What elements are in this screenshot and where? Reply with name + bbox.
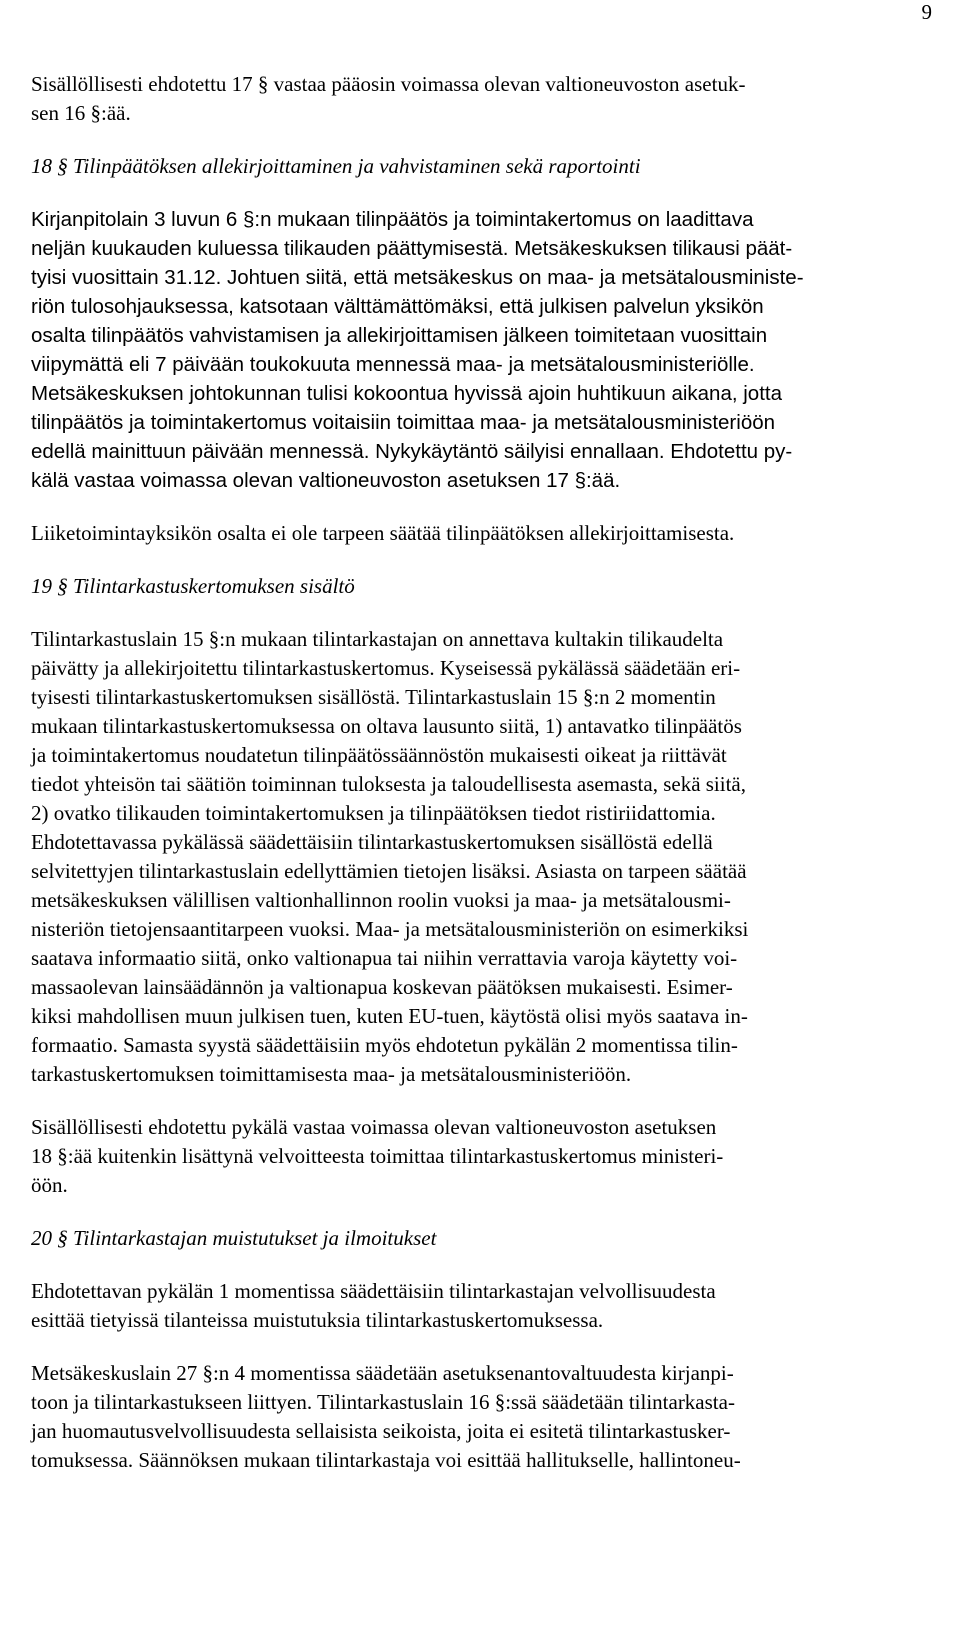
paragraph-1: Sisällöllisesti ehdotettu 17 § vastaa pääosin voimassa olevan valtioneuvoston asetuk- sen 16 §:ää. [31,72,746,125]
section-20-heading: 20 § Tilintarkastajan muistutukset ja ilmoitukset [31,1226,437,1250]
paragraph-2: Kirjanpitolain 3 luvun 6 §:n mukaan tilinpäätös ja toimintakertomus on laadittava neljän kuukauden kuluessa tilikauden päättymisestä. Metsäkeskuksen tilikausi päät- tyisi vuosittain 31.12. Johtuen siitä, että metsäkeskus on maa- ja metsätalousministe- riön tulosohjauksessa, katsotaan välttämättömäksi, että julkisen palvelun yksikön osalta tilinpäätös vahvistamisen ja allekirjoittamisen jälkeen toimitetaan vuosittain viipymättä eli 7 päivään toukokuuta mennessä maa- ja metsätalousministeriölle. Metsäkeskuksen johtokunnan tulisi kokoontua hyvissä ajoin huhtikuun aikana, jotta tilinpäätös ja toimintakertomus voitaisiin toimittaa maa- ja metsätalousministeriöön edellä mainittuun päivään mennessä. Nykykäytäntö säilyisi ennallaan. Ehdotettu py- kälä vastaa voimassa olevan valtioneuvoston asetuksen 17 §:ää. [31,208,804,492]
section-18-heading: 18 § Tilinpäätöksen allekirjoittaminen ja vahvistaminen sekä raportointi [31,154,641,178]
paragraph-3: Liiketoimintayksikön osalta ei ole tarpeen säätää tilinpäätöksen allekirjoittamisesta. [31,521,735,545]
document-page [31,70,931,1475]
paragraph-7: Metsäkeskuslain 27 §:n 4 momentissa säädetään asetuksenantovaltuudesta kirjanpi- toon ja tilintarkastukseen liittyen. Tilintarkastuslain 16 §:ssä säädetään tilintarkasta- jan huomautusvelvollisuudesta sellaisista seikoista, joita ei esitetä tilintarkastusker- tomuksessa. Säännöksen mukaan tilintarkastaja voi esittää hallitukselle, hallintoneu- [31,1361,741,1472]
section-19-heading: 19 § Tilintarkastuskertomuksen sisältö [31,574,355,598]
paragraph-6: Ehdotettavan pykälän 1 momentissa säädettäisiin tilintarkastajan velvollisuudesta esittää tietyissä tilanteissa muistutuksia tilintarkastuskertomuksessa. [31,1279,716,1332]
page-number: 9 [921,0,932,24]
paragraph-5: Sisällöllisesti ehdotettu pykälä vastaa voimassa olevan valtioneuvoston asetuksen 18 §:ää kuitenkin lisättynä velvoitteesta toimittaa tilintarkastuskertomus ministeri- öön. [31,1115,724,1197]
paragraph-4: Tilintarkastuslain 15 §:n mukaan tilintarkastajan on annettava kultakin tilikaudelta päivätty ja allekirjoitettu tilintarkastuskertomus. Kyseisessä pykälässä säädetään eri- tyisesti tilintarkastuskertomuksen sisällöstä. Tilintarkastuslain 15 §:n 2 momentin mukaan tilintarkastuskertomuksessa on oltava lausunto siitä, 1) antavatko tilinpäätös ja toimintakertomus noudatetun tilinpäätössäännöstön mukaisesti oikeat ja riittävät tiedot yhteisön tai säätiön toiminnan tuloksesta ja taloudellisesta asemasta, sekä siitä, 2) ovatko tilikauden toimintakertomuksen ja tilinpäätöksen tiedot ristiriidattomia. Ehdotettavassa pykälässä säädettäisiin tilintarkastuskertomuksen sisällöstä edellä selvitettyjen tilintarkastuslain edellyttämien tietojen lisäksi. Asiasta on tarpeen säätää metsäkeskuksen välillisen valtionhallinnon roolin vuoksi ja maa- ja metsätalousmi- nisteriön tietojensaantitarpeen vuoksi. Maa- ja metsätalousministeriön on esimerkiksi saatava informaatio siitä, onko valtionapua tai niihin verrattavia varoja käytetty voi- massaolevan lainsäädännön ja valtionapua koskevan päätöksen mukaisesti. Esimer- kiksi mahdollisen muun julkisen tuen, kuten EU-tuen, käytöstä olisi myös saatava in- formaatio. Samasta syystä säädettäisiin myös ehdotetun pykälän 2 momentissa tilin- tarkastuskertomuksen toimittamisesta maa- ja metsätalousministeriöön. [31,627,749,1086]
